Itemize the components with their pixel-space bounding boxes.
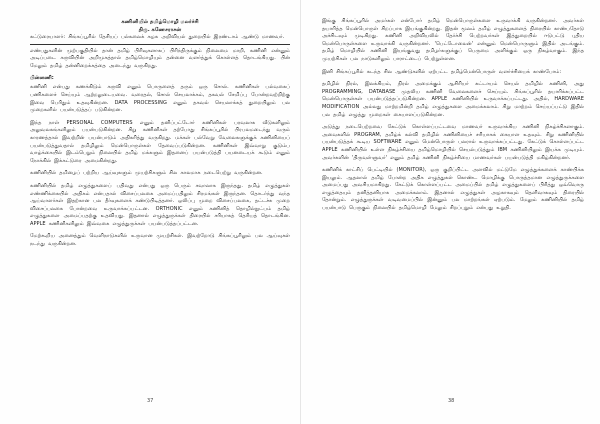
right-paragraph-1: இங்கு சிங்கப்பூரில் அமர்கள் என்போர் தமிழ் மென்பொருள்களை உருவாக்கி வருகின்றனர். அவர்கள் தயாரித்த மென்பொருள் சிறப்பாக இயங்குகின்றது. இதன் மூலம் தமிழ் எழுத்துகளைத் திரையில் காண்பதோடு அச்சிடவும் முடிகிறது. கணினி அறிவியலில் தேர்ச்சி பெற்றவர்கள் இத்துறையில் ஈடுபட்டு புதிய மென்பொருள்களை உருவாக்கி வருகின்றனர். 'பெட்டோலைன்' என்னும் மென்பொருளும் இதில் அடங்கும். தமிழ் மொழியில் கணினி இயங்குவது தமிழர்களுக்குப் பெருமை அளிக்கும் ஒரு நிகழ்வாகும். இந்த முயற்சிகள் பல நாடுகளிலும் பாராட்டைப் பெற்றுள்ளன. [322,18,584,62]
left-paragraph-6: மேற்கூறிய அனைத்தும் வெளிநாடுகளில் உருவான முயற்சிகள். இவற்றோடு சிங்கப்பூரிலும் பல ஆய்வுகள் நடந்து வருகின்றன. [30,233,290,248]
article-title-line-1: கணினியில் தமிழ்மொழி மலர்ச்சி [121,19,199,25]
right-page [322,18,584,414]
right-page-number: 38 [448,398,455,404]
right-paragraph-3: தமிழில் நிரல், இலக்கியம், நிரல் அமைக்கும் ஆசிரியர் கட்டாயம் செயல் தமிழில் கணினி, அது PROGRAMMING, DATABASE முதலிய கணினி வேலைகளைச் செய்யும். சிங்கப்பூரில் தயாரிக்கப்பட்ட மென்பொருள்கள் பயன்படுத்தப்படுகின்றன. APPLE கணினியில் உருவாக்கப்பட்டது. அதில், HARDWARE MODIFICATION அல்லது மாற்றமின்றி தமிழ் எழுத்துகளை அமைக்கலாம். சிறு மாற்றம் செய்யப்பட்டு இதில் பல தமிழ் எழுத்து முறைகள் கையாளப்படுகின்றன. [322,81,584,118]
section-heading: பின்னணி: [30,75,54,82]
left-paragraph-4: கணினியில் தமிழைப் பற்றிய ஆய்வுகளும் முயற்சிகளும் சில காலமாக நடைபெற்று வருகின்றன. [30,170,263,177]
author-intro: கட்டுரையாளர்: சிங்கப்பூரில் தேசியப் பல்கலைக் கழக அறிவியல் துறையில் இரண்டாம் ஆண்டு மாணவர். [30,34,285,40]
left-paragraph-1: எண்பதுகளின் முற்பகுதியில் தான் தமிழ் பிரிவுகளாகப் பிரிந்திருக்கும் நிலைமை மாறி, கணினி என்னும் அடிப்படை கருவியின் அறிமுகத்தால் தமிழ்மொழியும் தன்னை வளர்த்துக் கொள்ளத் தொடங்கியது. பின் மேலும் தமிழ் தன்னிறைக்கத்தை அடைந்து வருகிறது. [30,47,290,69]
article-title [30,18,290,34]
title-rule [30,44,290,45]
left-paragraph-3: இந்த நாள் PERSONAL COMPUTERS எனும் தனிப்பட்டோர் கணினிகள் பரவலாக வீடுகளிலும் அலுவலகங்களிலும் பயன்படுகின்றன. சிறு கணினிகள் தற்போது சிங்கப்பூரில் பிரபலமடைந்து வரும் காரணத்தால் இவற்றின் பயன்பாடும் அதிகரித்து வருகிறது. மக்கள் பல்வேறு வேலைகளுக்குக் கணினியைப் பயன்படுத்துவதால் தமிழிலும் மென்பொருள்கள் தேவைப்படுகின்றன. கணினிகள் இவ்வாறு குடும்ப வாழ்க்கையில் இடம்பெறும் நிலையில் தமிழ் மக்களும் இதனைப் பயன்படுத்தி பயனடையக் கூடும் எனும் நோக்கில் இக்கட்டுரை அமைகின்றது. [30,119,290,164]
left-paragraph-2: கணினி என்பது கணக்கிடும் கருவி எனும் பொருளைத் தரும் ஒரு சொல். கணினிகள் பல்வகைப் பணிகளைச் செய்யும் ஆற்றலுடையவை. வரைதல், சொல் செயலாக்கம், தகவல் சேமிப்பு போன்றவற்றிற்கு இவை பெரிதும் உதவுகின்றன. DATA PROCESSING எனும் தகவல் செயலாக்கத் துறையிலும் பல முறைகளில் பயன்படுத்தப் படுகின்றன. [30,84,290,114]
left-page [30,18,290,414]
left-paragraph-5: கணினியில் தமிழ் எழுத்துகளைப் பதிவது என்பது ஒரு பெரும் சவாலாக இருந்தது. தமிழ் எழுத்துகள் எண்ணிக்கையில் அதிகம் என்பதால் விசைப்பலகை அமைப்பதிலும் சிரமங்கள் இருந்தன. தொடர்ந்து வந்த ஆய்வாளர்கள் இதற்கான பல தீர்வுகளைக் கண்டுபிடித்தனர். ஒலிப்பு முறை விசைப்பலகை, தட்டச்சு முறை விசைப்பலகை போன்றவை உருவாக்கப்பட்டன. ORTHONIC எனும் கணினித் தொழில்நுட்பம் தமிழ் எழுத்துகளை அமைப்பதற்கு உதவியது. இதனால் எழுத்துருக்கள் திரையில் சரியாகத் தெரியத் தொடங்கின. APPLE கணினிகளிலும் இவ்வகை எழுத்துருக்கள் பயன்படுத்தப்பட்டன. [30,182,290,227]
article-author: திரு. கணேசராசன் [138,27,182,33]
right-paragraph-2: இனி சிங்கப்பூரில் கடந்த சில ஆண்டுகளில் ஏற்பட்ட தமிழ்மென்பொருள் வளர்ச்சியைக் காண்போம்: [322,68,562,75]
right-paragraph-5: கணினிக் காட்சிப் பெட்டியில் (MONITOR), ஒரு குறிப்பிட்ட அளவில் மட்டுமே எழுத்துக்களைக் காண்பிக்க இயலும். ஆதலால் தமிழ் போன்ற அதிக எழுத்துகள் கொண்ட மொழிக்கு பொருத்தமான எழுத்துருக்களை அமைப்பது அவசியமாகிறது. கேட்டுக் கொள்ளப்பட்ட அமைப்பில் தமிழ் எழுத்துகளைப் பிரித்து ஒவ்வொரு எழுத்தையும் தனித்தனியாக அமைக்கலாம். இதனால் எழுத்துகள் அழகாகவும் தெளிவாகவும் திரையில் தோன்றும். எழுத்துருக்கள் வடிவமைப்பில் இன்னும் பல மாற்றங்கள் ஏற்படும். மேலும் கணினியில் தமிழ் பயன்பாடு பெருகும் நிலையில் தமிழ்மொழி மேலும் சிறப்புறும் என்பது உறுதி. [322,167,584,212]
left-page-number: 37 [147,398,154,404]
right-paragraph-4: அடுத்து நடைபெற்றவை கேட்டுக் கொள்ளப்பட்டவை மாணவர் உருவாக்கிய கணினி நிகழ்ச்சிகளாகும். அவைகளில் PROGRAM, தமிழ்க் கல்வி தமிழில் கணினியைச் சரியாகக் கையாள உதவும். சிறு கணினியில் பயன்படுத்தக் கூடிய SOFTWARE எனும் மென்பொருள் பலரால் உருவாக்கப்பட்டது. கேட்டுக் கொள்ளப்பட்ட APPLE கணினியில் உள்ள நிகழ்ச்சியை தமிழ்மொழியில் செயல்படுத்தும் IBM கணினியிலும் இயக்க முடியும். அவர்களின் 'திருவள்ளுவர்' எனும் தமிழ் கணினி நிகழ்ச்சியை மாணவர்கள் பயன்படுத்தி மகிழ்கின்றனர். [322,124,584,161]
page-gutter [300,0,301,424]
